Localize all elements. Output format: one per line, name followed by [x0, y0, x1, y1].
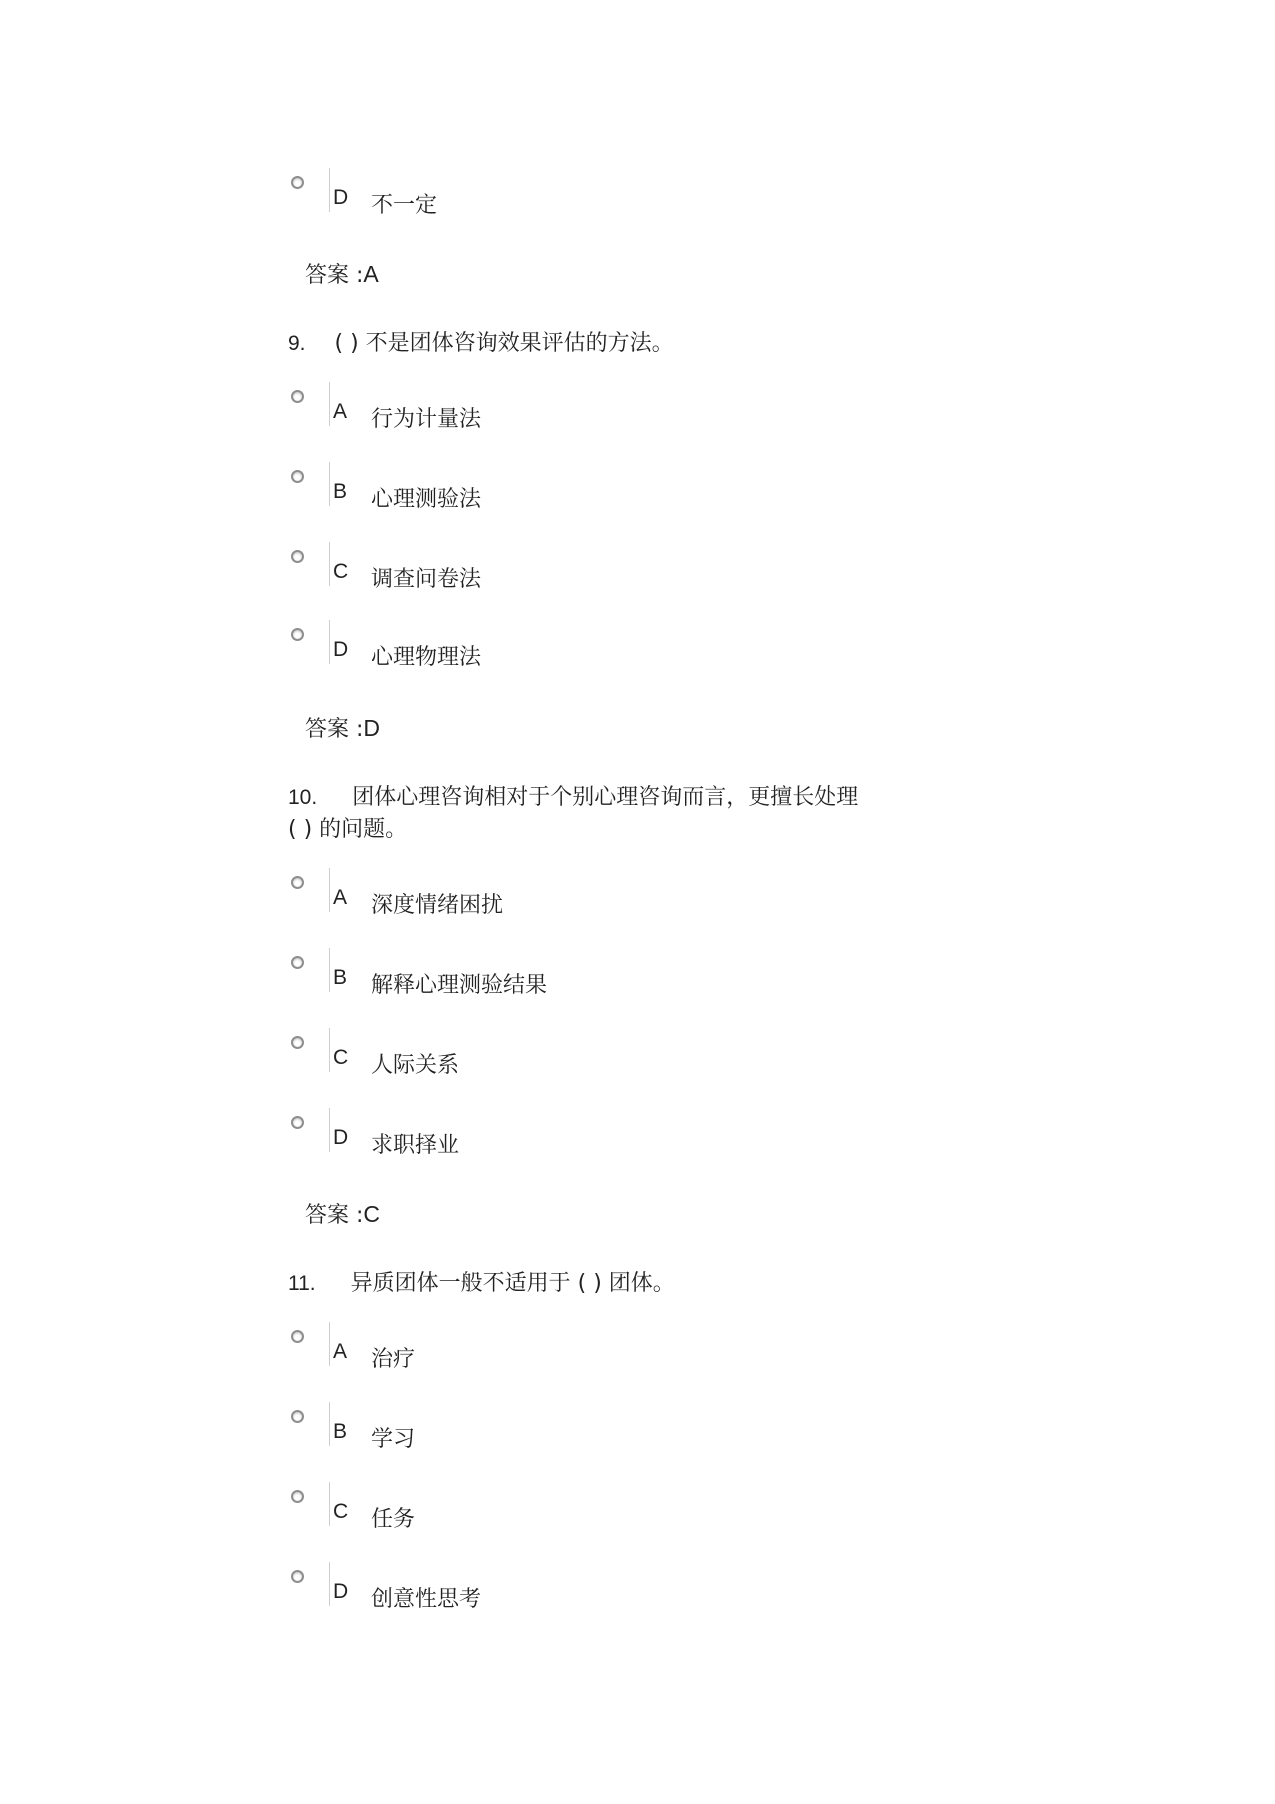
radio-icon[interactable]: [291, 1116, 304, 1129]
radio-icon[interactable]: [291, 390, 304, 403]
option-letter: A: [333, 886, 348, 909]
q8-answer: [305, 258, 379, 289]
option-letter: D: [333, 1126, 349, 1149]
question-text: 异质团体一般不适用于 ( ) 团体。: [350, 1271, 675, 1296]
q10-option-c[interactable]: [287, 1028, 887, 1078]
q10-option-a[interactable]: [287, 868, 887, 918]
radio-icon[interactable]: [291, 956, 304, 969]
option-text: 心理测验法: [371, 487, 482, 512]
divider: [329, 948, 330, 992]
radio-icon[interactable]: [291, 628, 304, 641]
divider: [329, 1108, 330, 1152]
option-text: 深度情绪困扰: [371, 893, 504, 918]
divider: [329, 1562, 330, 1606]
q11-option-b[interactable]: [287, 1402, 887, 1452]
radio-icon[interactable]: [291, 1330, 304, 1343]
divider: [329, 542, 330, 586]
q10-answer: [305, 1198, 380, 1229]
option-letter: D: [333, 186, 349, 209]
divider: [329, 1402, 330, 1446]
option-text: 调查问卷法: [371, 567, 482, 592]
radio-icon[interactable]: [291, 1570, 304, 1583]
radio-icon[interactable]: [291, 550, 304, 563]
question-text-line1: 团体心理咨询相对于个别心理咨询而言，更擅长处理: [352, 785, 859, 810]
option-letter: D: [333, 638, 349, 661]
q8-option-d[interactable]: [287, 168, 887, 218]
divider: [329, 382, 330, 426]
radio-icon[interactable]: [291, 1490, 304, 1503]
divider: [329, 868, 330, 912]
option-text: 任务: [371, 1507, 416, 1532]
radio-icon[interactable]: [291, 1410, 304, 1423]
option-text: 人际关系: [371, 1053, 460, 1078]
option-text: 行为计量法: [371, 407, 482, 432]
option-letter: C: [333, 1046, 349, 1069]
q9-answer: [305, 712, 380, 743]
q9-option-a[interactable]: [287, 382, 887, 432]
answer-value: A: [363, 261, 379, 287]
q10-option-d[interactable]: [287, 1108, 887, 1158]
option-letter: C: [333, 560, 349, 583]
answer-label: 答案 :: [305, 1203, 364, 1228]
answer-value: D: [363, 715, 381, 741]
q11-question: [288, 1266, 675, 1297]
option-letter: B: [333, 480, 348, 503]
divider: [329, 620, 330, 664]
q10-question-cont: [288, 812, 407, 843]
option-text: 求职择业: [371, 1133, 460, 1158]
option-text: 创意性思考: [371, 1587, 482, 1612]
divider: [329, 1322, 330, 1366]
answer-label: 答案 :: [305, 263, 364, 288]
question-number: 11.: [288, 1272, 316, 1295]
divider: [329, 1028, 330, 1072]
q9-question: [288, 326, 674, 357]
divider: [329, 1482, 330, 1526]
divider: [329, 462, 330, 506]
q11-option-a[interactable]: [287, 1322, 887, 1372]
divider: [329, 168, 330, 212]
option-letter: B: [333, 1420, 348, 1443]
q9-option-d[interactable]: [287, 620, 887, 670]
answer-value: C: [363, 1201, 381, 1227]
option-text: 心理物理法: [371, 645, 482, 670]
q9-option-b[interactable]: [287, 462, 887, 512]
radio-icon[interactable]: [291, 176, 304, 189]
q11-option-d[interactable]: [287, 1562, 887, 1612]
q10-question: [288, 780, 858, 811]
q10-option-b[interactable]: [287, 948, 887, 998]
option-text: 不一定: [371, 193, 438, 218]
option-text: 学习: [371, 1427, 416, 1452]
option-letter: D: [333, 1580, 349, 1603]
option-letter: C: [333, 1500, 349, 1523]
option-letter: A: [333, 400, 348, 423]
radio-icon[interactable]: [291, 1036, 304, 1049]
radio-icon[interactable]: [291, 876, 304, 889]
answer-label: 答案 :: [305, 717, 364, 742]
q11-option-c[interactable]: [287, 1482, 887, 1532]
option-text: 治疗: [371, 1347, 416, 1372]
question-text-line2: ( ) 的问题。: [288, 817, 408, 842]
question-number: 9.: [288, 332, 306, 355]
option-letter: B: [333, 966, 348, 989]
radio-icon[interactable]: [291, 470, 304, 483]
option-letter: A: [333, 1340, 348, 1363]
q9-option-c[interactable]: [287, 542, 887, 592]
question-text: ( ) 不是团体咨询效果评估的方法。: [334, 331, 674, 356]
question-number: 10.: [288, 786, 318, 809]
option-text: 解释心理测验结果: [371, 973, 548, 998]
